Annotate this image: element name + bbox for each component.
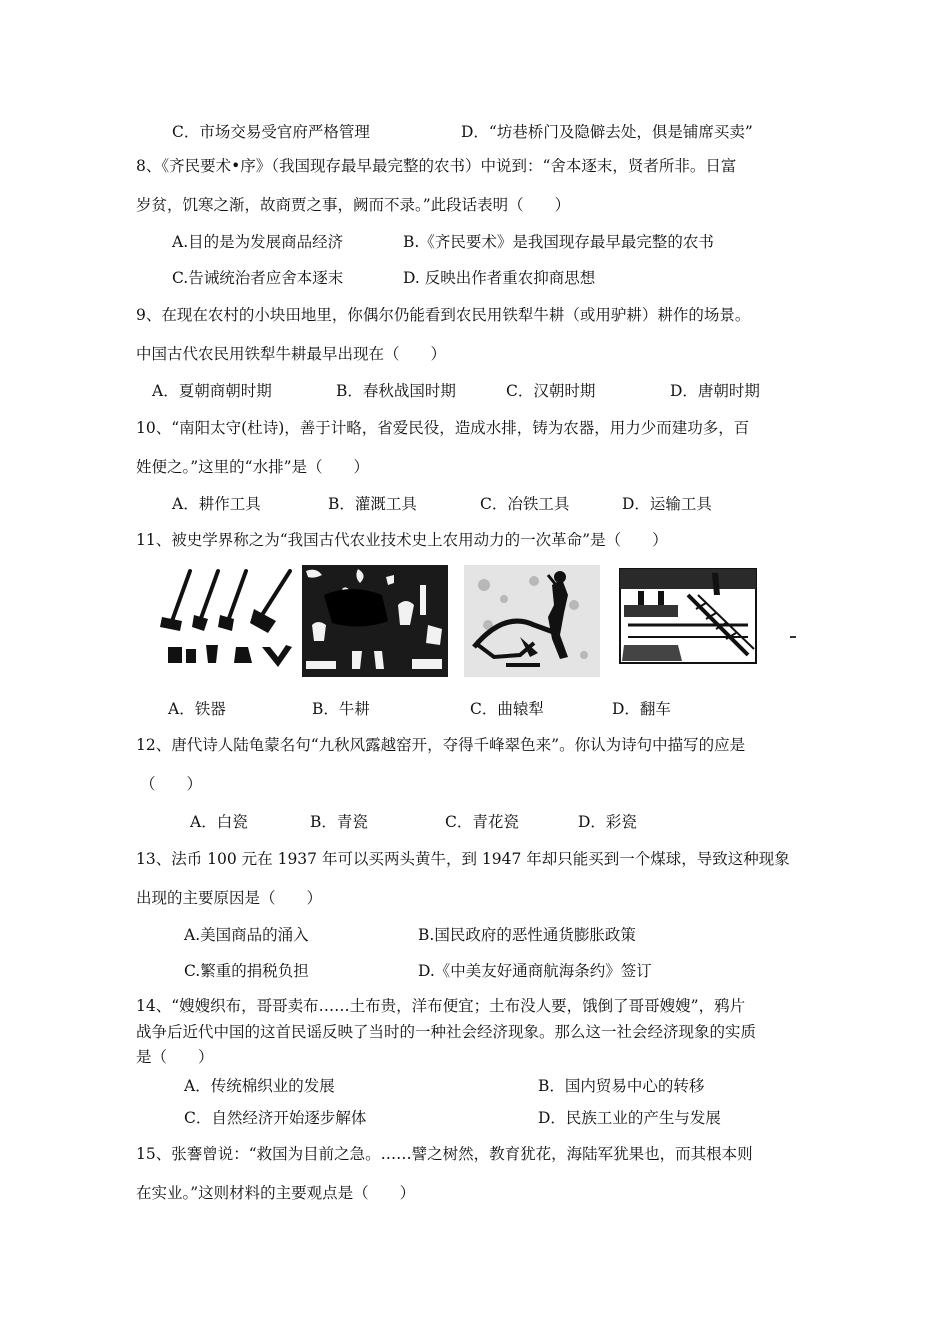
ox-plowing-image	[302, 565, 448, 677]
q11-option-c: C．曲辕犁	[470, 700, 544, 718]
q10-option-d: D．运输工具	[622, 495, 712, 513]
q10-option-c: C．冶铁工具	[480, 495, 570, 513]
q12-option-d: D．彩瓷	[578, 813, 637, 831]
q8-option-c: C.告诫统治者应舍本逐末	[172, 269, 344, 287]
q10-option-b: B．灌溉工具	[328, 495, 417, 513]
q13-option-d: D.《中美友好通商航海条约》签订	[418, 962, 652, 980]
q13-stem-line-1: 13、法币 100 元在 1937 年可以买两头黄牛，到 1947 年却只能买到一个煤球，导致这种现象	[136, 850, 790, 868]
q13-option-a: A.美国商品的涌入	[184, 926, 309, 944]
q11-stem: 11、被史学界称之为“我国古代农业技术史上农用动力的一次革命”是（ ）	[136, 531, 668, 549]
q8-option-d: D. 反映出作者重农抑商思想	[403, 269, 596, 287]
q7-option-d: D．“坊巷桥门及隐僻去处，俱是铺席买卖”	[461, 123, 753, 141]
q11-option-d: D．翻车	[612, 700, 671, 718]
q12-option-b: B．青瓷	[310, 813, 368, 831]
q8-stem-line-2: 岁贫，饥寒之渐，故商贾之事，阙而不录。”此段话表明（ ）	[136, 196, 571, 214]
q13-stem-line-2: 出现的主要原因是（ ）	[136, 889, 323, 907]
q14-option-d: D．民族工业的产生与发展	[538, 1109, 721, 1127]
water-wheel-image	[618, 565, 758, 677]
q9-stem-line-1: 9、在现在农村的小块田地里，你偶尔仍能看到农民用铁犁牛耕（或用驴耕）耕作的场景。	[136, 306, 751, 324]
q10-option-a: A．耕作工具	[172, 495, 261, 513]
q9-option-d: D．唐朝时期	[670, 382, 760, 400]
image-mark	[790, 636, 796, 638]
q10-stem-line-2: 姓便之。”这里的“水排”是（ ）	[136, 458, 370, 476]
q7-option-c: C．市场交易受官府严格管理	[172, 123, 370, 141]
q9-option-b: B．春秋战国时期	[336, 382, 456, 400]
q12-stem-line-2: （ ）	[140, 775, 203, 793]
q11-option-a: A．铁器	[168, 700, 226, 718]
q13-option-b: B.国民政府的恶性通货膨胀政策	[418, 926, 636, 944]
q15-stem-line-2: 在实业。”这则材料的主要观点是（ ）	[136, 1184, 416, 1202]
q14-stem-line-3: 是（ ）	[136, 1048, 214, 1066]
q8-option-a: A.目的是为发展商品经济	[172, 233, 344, 251]
q14-option-b: B．国内贸易中心的转移	[538, 1077, 705, 1095]
q10-stem-line-1: 10、“南阳太守(杜诗)，善于计略，省爱民役，造成水排，铸为农器，用力少而建功多，百	[136, 419, 750, 437]
q9-option-a: A．夏朝商朝时期	[152, 382, 272, 400]
q9-option-c: C．汉朝时期	[506, 382, 596, 400]
q15-stem-line-1: 15、张謇曾说：“救国为目前之急。……譬之树然，教育犹花，海陆军犹果也，而其根本则	[136, 1145, 753, 1163]
curved-plow-image	[464, 565, 600, 677]
q14-option-c: C．自然经济开始逐步解体	[184, 1109, 367, 1127]
q9-stem-line-2: 中国古代农民用铁犁牛耕最早出现在（ ）	[136, 345, 447, 363]
q8-stem-line-1: 8、《齐民要术•序》（我国现存最早最完整的农书）中说到：“舍本逐末，贤者所非。日富	[136, 157, 737, 175]
q14-option-a: A．传统棉织业的发展	[184, 1077, 335, 1095]
q11-option-b: B．牛耕	[312, 700, 370, 718]
q14-stem-line-1: 14、“嫂嫂织布，哥哥卖布……土布贵，洋布便宜；土布没人要，饿倒了哥哥嫂嫂”，鸦片	[136, 997, 746, 1015]
q14-stem-line-2: 战争后近代中国的这首民谣反映了当时的一种社会经济现象。那么这一社会经济现象的实质	[136, 1023, 757, 1041]
iron-tools-image	[158, 565, 296, 677]
q12-option-a: A．白瓷	[190, 813, 248, 831]
q12-stem-line-1: 12、唐代诗人陆龟蒙名句“九秋风露越窑开，夺得千峰翠色来”。你认为诗句中描写的应是	[136, 736, 746, 754]
q13-option-c: C.繁重的捐税负担	[184, 962, 309, 980]
q8-option-b: B.《齐民要术》是我国现存最早最完整的农书	[403, 233, 714, 251]
q12-option-c: C．青花瓷	[445, 813, 519, 831]
